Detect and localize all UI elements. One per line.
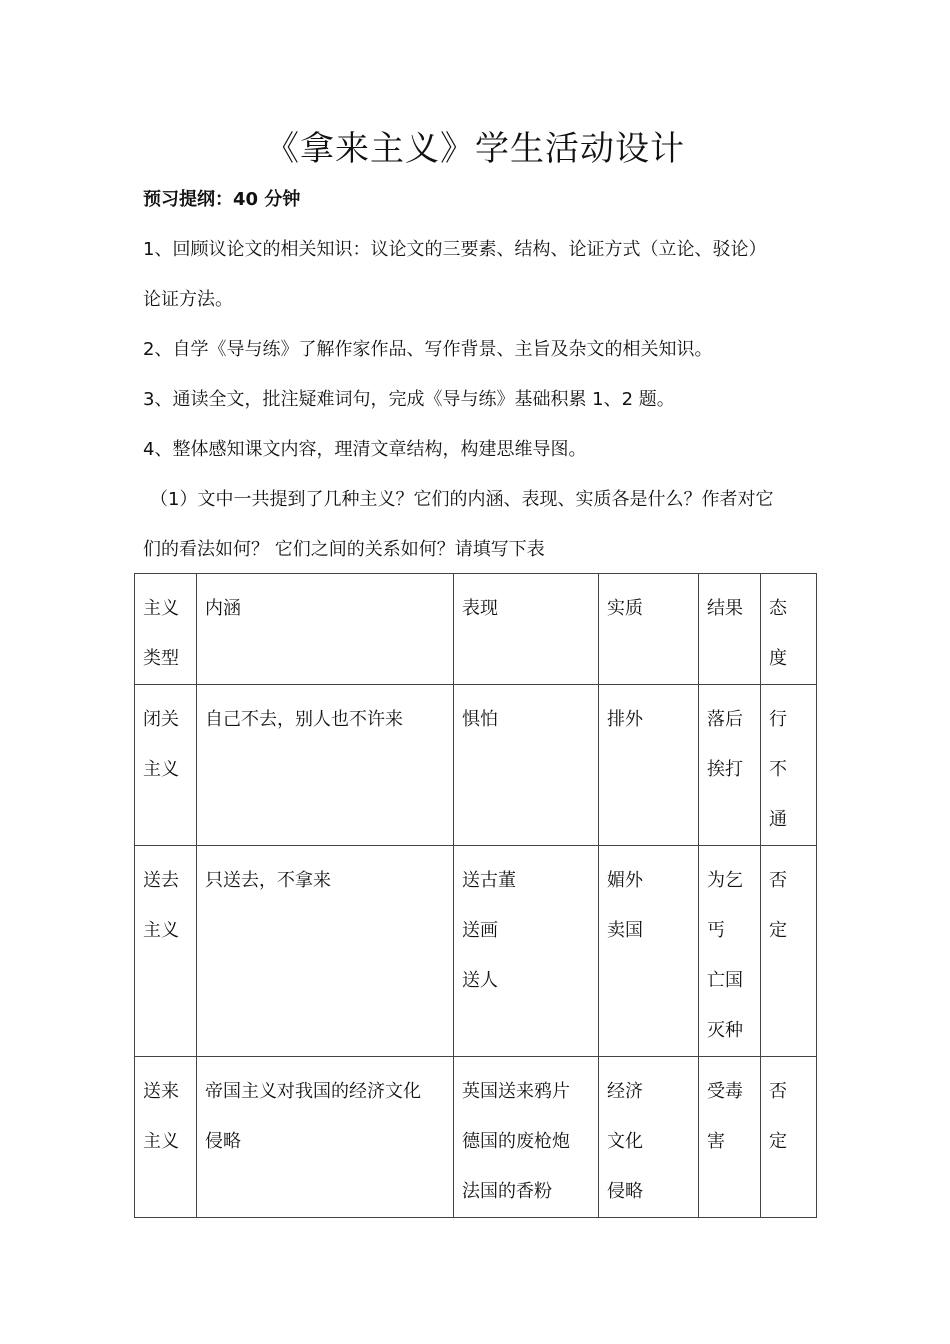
- cell-connotation: [197, 574, 454, 685]
- cell-text-line: 媚外: [607, 870, 643, 891]
- cell-essence: [599, 846, 699, 1057]
- cell-text-line: 丐: [707, 920, 725, 941]
- table-row: [135, 685, 817, 846]
- cell-text-line: 法国的香粉: [462, 1181, 552, 1202]
- cell-text-line: 表现: [462, 598, 498, 619]
- cell-connotation: [197, 685, 454, 846]
- cell-text-line: 惧怕: [462, 709, 498, 730]
- cell-manifestation: [454, 1057, 599, 1218]
- cell-text-line: 亡国: [707, 970, 743, 991]
- cell-text-line: 不: [769, 759, 787, 780]
- cell-connotation: [197, 846, 454, 1057]
- table-row: [135, 1057, 817, 1218]
- cell-attitude: [761, 685, 817, 846]
- cell-text-line: 主义: [143, 598, 179, 619]
- cell-text-line: 主义: [143, 920, 179, 941]
- question-1-continued: 们的看法如何？ 它们之间的关系如何？请填写下表: [143, 539, 545, 560]
- document-title: 《拿来主义》学生活动设计: [265, 129, 685, 169]
- cell-manifestation: [454, 846, 599, 1057]
- cell-manifestation: [454, 574, 599, 685]
- cell-result: [699, 846, 761, 1057]
- paragraph-1: 1、回顾议论文的相关知识：议论文的三要素、结构、论证方式（立论、驳论）: [143, 239, 767, 260]
- question-1: （1）文中一共提到了几种主义？它们的内涵、表现、实质各是什么？作者对它: [150, 489, 774, 510]
- cell-text-line: 实质: [607, 598, 643, 619]
- cell-essence: [599, 685, 699, 846]
- cell-attitude: [761, 846, 817, 1057]
- cell-text-line: 为乞: [707, 870, 743, 891]
- cell-text-line: 否: [769, 870, 787, 891]
- paragraph-2: 2、自学《导与练》了解作家作品、写作背景、主旨及杂文的相关知识。: [143, 339, 713, 360]
- cell-text-line: 受毒: [707, 1081, 743, 1102]
- cell-text-line: 英国送来鸦片: [462, 1081, 570, 1102]
- paragraph-4: 4、整体感知课文内容，理清文章结构，构建思维导图。: [143, 439, 587, 460]
- cell-text-line: 主义: [143, 759, 179, 780]
- cell-text-line: 德国的废枪炮: [462, 1131, 570, 1152]
- cell-text-line: 主义: [143, 1131, 179, 1152]
- table-row: [135, 846, 817, 1057]
- cell-text-line: 行: [769, 709, 787, 730]
- cell-text-line: 闭关: [143, 709, 179, 730]
- cell-text-line: 送人: [462, 970, 498, 991]
- cell-text-line: 结果: [707, 598, 743, 619]
- cell-text-line: 态: [769, 598, 787, 619]
- cell-essence: [599, 1057, 699, 1218]
- cell-text-line: 害: [707, 1131, 725, 1152]
- cell-text-line: 灭种: [707, 1020, 743, 1041]
- cell-manifestation: [454, 685, 599, 846]
- cell-text-line: 类型: [143, 648, 179, 669]
- cell-attitude: [761, 1057, 817, 1218]
- cell-attitude: [761, 574, 817, 685]
- cell-text-line: 送画: [462, 920, 498, 941]
- cell-text-line: 排外: [607, 709, 643, 730]
- cell-text-line: 挨打: [707, 759, 743, 780]
- cell-text-line: 定: [769, 1131, 787, 1152]
- cell-connotation: [197, 1057, 454, 1218]
- table-header-row: [135, 574, 817, 685]
- cell-type: [135, 1057, 197, 1218]
- paragraph-1-continued: 论证方法。: [143, 289, 233, 310]
- paragraph-3: 3、通读全文，批注疑难词句，完成《导与练》基础积累 1、2 题。: [143, 389, 675, 410]
- cell-text-line: 文化: [607, 1131, 643, 1152]
- cell-text-line: 自己不去，别人也不许来: [205, 709, 403, 730]
- cell-text-line: 侵略: [205, 1131, 241, 1152]
- cell-text-line: 内涵: [205, 598, 241, 619]
- cell-text-line: 经济: [607, 1081, 643, 1102]
- document-subtitle: 预习提纲：40 分钟: [143, 189, 301, 210]
- cell-result: [699, 574, 761, 685]
- table-body: [135, 574, 817, 1218]
- cell-text-line: 侵略: [607, 1181, 643, 1202]
- cell-text-line: 送来: [143, 1081, 179, 1102]
- cell-text-line: 否: [769, 1081, 787, 1102]
- cell-text-line: 送去: [143, 870, 179, 891]
- cell-type: [135, 685, 197, 846]
- cell-text-line: 卖国: [607, 920, 643, 941]
- cell-text-line: 通: [769, 809, 787, 830]
- cell-result: [699, 1057, 761, 1218]
- cell-text-line: 定: [769, 920, 787, 941]
- cell-text-line: 度: [769, 648, 787, 669]
- cell-text-line: 落后: [707, 709, 743, 730]
- ideology-summary-table: [134, 573, 817, 1218]
- cell-type: [135, 574, 197, 685]
- cell-text-line: 送古董: [462, 870, 516, 891]
- cell-result: [699, 685, 761, 846]
- cell-type: [135, 846, 197, 1057]
- cell-essence: [599, 574, 699, 685]
- cell-text-line: 只送去，不拿来: [205, 870, 331, 891]
- cell-text-line: 帝国主义对我国的经济文化: [205, 1081, 421, 1102]
